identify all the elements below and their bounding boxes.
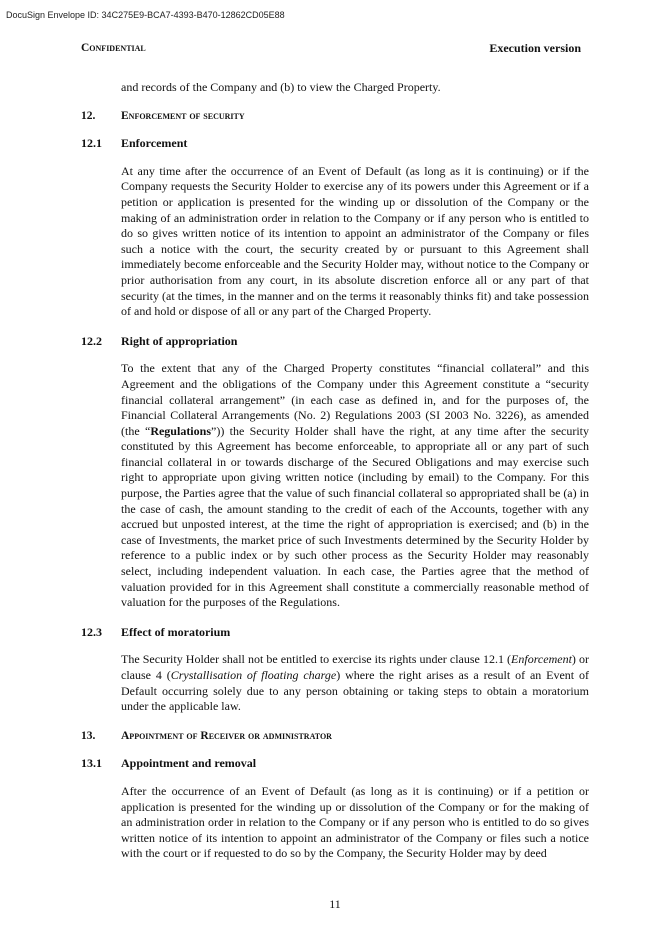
clause-12-1-text: At any time after the occurrence of an Event of Default (as long as it is continuing) or if the Company requests the Security Holder to exercise any of its powers under this Agreement or if a petition or application is presented for the winding up or dissolution of the Company or the making of an administration order in relation to the Company or if any person who is entitled to do so gives written notice of its intention to appoint an administrator of the Company or files such a notice with the court, the security created by or pursuant to this Agreement shall immediately become enforceable and the Security Holder may, without notice to the Company or prior authorisation from any court, in its absolute discretion enforce all or any part of that security (at the times, in the manner and on the terms it reasonably thinks fit) and take possession of and hold or dispose of all or any part of the Charged Property.: [121, 163, 589, 319]
clause-12-2-text: [121, 361, 589, 611]
clause-12-1-heading: [81, 136, 589, 152]
crystallisation-ref: Crystallisation of floating charge: [170, 668, 337, 682]
enforcement-ref: Enforcement: [511, 652, 572, 667]
clause-12-2-text-b: ”)) the Security Holder shall have the right, at any time after the security constituted by this Agreement has become enforceable, to appropriate all or any part of such financial collateral in or towards discharge of the Secured Obligations and may exercise such right to appropriate upon giving written notice (including by email) to the Company. For this purpose, the Parties agree that the value of such financial collateral so appropriated shall be (a) in the case of cash, the amount standing to the credit of each of the Accounts, together with any accrued but unposted interest, at the time the right of appropriation is exercised; and (b) in the case of Investments, the market price of such Investments determined by the Security Holder by reference to a public index or by such other process as the Security Holder may reasonably select, including independent valuation. In each case, the Parties agree that the method of valuation provided for in this Agreement shall constitute a commercially reasonable method of valuation for the purposes of the Regulations.: [121, 423, 590, 610]
clause-13-1-heading: [81, 756, 589, 772]
clause-12-3-number: 12.3: [81, 624, 102, 639]
header-execution-version: Execution version: [489, 41, 581, 55]
header-confidential: Confidential: [81, 42, 146, 54]
clause-13-heading: [81, 729, 589, 745]
clause-12-number: 12.: [81, 109, 96, 122]
clause-12-2-number: 12.2: [81, 333, 102, 348]
clause-12-3-text-b: ) or clause 4 (: [121, 652, 589, 682]
clause-12-1-number: 12.1: [81, 136, 102, 151]
clause-12-2-heading: [81, 334, 589, 350]
clause-13-1-text: After the occurrence of an Event of Default (as long as it is continuing) or if a petition or application is presented for the winding up or dissolution of the Company or for the making of an administration order in relation to the Company or if any person who is entitled to do so gives written notice of its intention to appoint an administrator of the Company or files such a notice with the court or if requested to do so by the Company, the Security Holder may by deed: [121, 783, 589, 861]
docusign-envelope-id: DocuSign Envelope ID: 34C275E9-BCA7-4393-B470-12862CD05E88: [6, 10, 285, 20]
clause-13-1-title: Appointment and removal: [121, 756, 257, 771]
clause-12-2-text-a: To the extent that any of the Charged Property constitutes “financial collateral” and this Agreement and the obligations of the Company under this Agreement constitute a “security financial collateral arrangement” (in each case as defined in, and for the purposes of, the Financial Collateral Arrangements (No. 2) Regulations 2003 (SI 2003 No. 3226), as amended (the “: [121, 361, 589, 438]
clause-12-heading: [81, 109, 589, 125]
continuation-text: and records of the Company and (b) to view the Charged Property.: [121, 80, 441, 94]
page-number: 11: [329, 897, 341, 911]
clause-12-3-text-c: ) where the right arises as a result of an Event of Default occurring solely due to any person obtaining or taking steps to obtain a moratorium under the applicable law.: [121, 668, 590, 714]
clause-13-number: 13.: [81, 729, 96, 742]
document-body: [81, 80, 589, 876]
clause-13-1-number: 13.1: [81, 756, 102, 771]
clause-13-title: Appointment of Receiver or administrator: [121, 729, 332, 742]
clause-12-1-title: Enforcement: [121, 136, 188, 151]
clause-12-2-title: Right of appropriation: [121, 333, 238, 348]
clause-12-3-text-a: The Security Holder shall not be entitled to exercise its rights under clause 12.1 (: [121, 652, 512, 667]
regulations-term: Regulations: [150, 423, 211, 438]
clause-12-3-title: Effect of moratorium: [121, 624, 231, 639]
clause-12-3-heading: [81, 625, 589, 641]
clause-12-3-text: [121, 652, 589, 714]
clause-12-title: Enforcement of security: [121, 109, 245, 122]
